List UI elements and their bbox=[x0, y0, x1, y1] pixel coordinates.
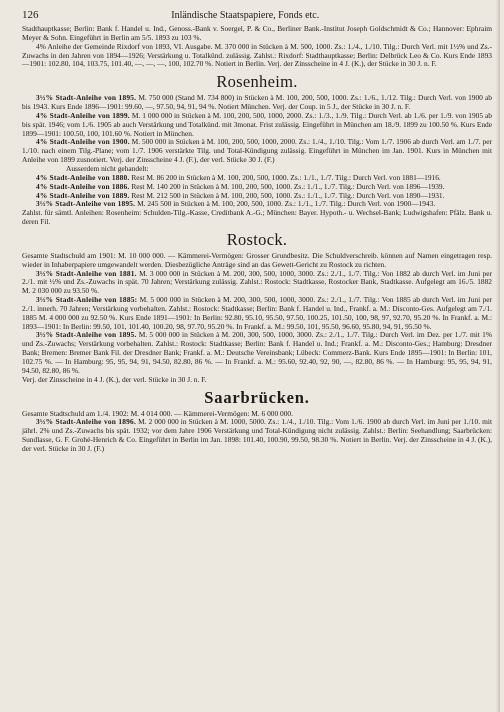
section-heading: Saarbrücken. bbox=[204, 387, 310, 407]
loan-title: 4% Stadt-Anleihe von 1899. bbox=[36, 110, 130, 120]
loan-title: 4% Stadt-Anleihe von 1880. bbox=[36, 172, 130, 182]
paragraph-text: M. 1 000 000 in Stücken à M. 100, 200, 500, 1000, 2000. Zs.: 1./3., 1./9. Tilg.: Durch Verl. ab 1./6. per 1./9. von 1905 ab bis spät. 1946; vom 1./6. 1905 ab auch Verstärkung und Totalkünd. mit 3monat. Frist zulässig. Eingeführt in München am 18./9. 1899 zu 100.50 %. Kurs Ende 1899—1901: 100.50, 100, 101.60 %. Notiert in München. bbox=[22, 110, 492, 138]
intro-block bbox=[22, 25, 492, 69]
section-0 bbox=[22, 73, 492, 227]
running-title: Inländische Staatspapiere, Fonds etc. bbox=[171, 10, 320, 21]
paragraph-text: M. 2 000 000 in Stücken à M. 1000, 5000. Zs.: 1./4., 1./10. Tilg.: Vom 1./6. 1900 ab durch Verl. im Juni per 1./10. mit jährl. 2% und Zs.-Zuwachs bis spät. 1932; vor dem Jahre 1906 Verstärkung und Total-Kündigung nicht zulässig. Zahlst.: Berlin: Seehandlung; Saarbrücken: Sundlasse, G. F. Grohé-Henrich & Co. Eingeführt in Berlin im Jan. 1898: 101.40, 100.90, 99.50, 98.30 %. Notiert in Berlin. Verj. der Zinsscheine in 4 J. (K.), der verl. Stücke in 30 J. (F.) bbox=[22, 417, 492, 453]
loan-entry bbox=[22, 331, 492, 375]
loan-title: 3½% Stadt-Anleihe von 1896. bbox=[36, 417, 136, 427]
page-edge-shadow bbox=[496, 0, 500, 712]
paragraph-text: M. 245 500 in Stücken à M. 100, 200, 500, 1000. Zs.: 1./1., 1./7. Tilg.: Durch Verl. von 1900—1943. bbox=[135, 199, 436, 209]
section-1 bbox=[22, 231, 492, 385]
paragraph-text: Ausserdem nicht gehandelt: bbox=[66, 163, 149, 173]
loan-entry bbox=[22, 112, 492, 139]
paragraph-text: Rest M. 86 200 in Stücken à M. 100, 200, 500, 1000. Zs.: 1./1., 1./7. Tilg.: Durch Verl. von 1881—1916. bbox=[129, 172, 441, 182]
loan-title: 3½% Stadt-Anleihe von 1895. bbox=[36, 330, 137, 340]
paragraph bbox=[22, 376, 492, 385]
paragraph-text: Rest M. 140 200 in Stücken à M. 100, 200, 500, 1000. Zs.: 1./1., 1./7. Tilg.: Durch Verl. von 1896—1939. bbox=[129, 181, 445, 191]
loan-title: 3½% Stadt-Anleihe von 1885: bbox=[36, 295, 138, 305]
paragraph bbox=[22, 209, 492, 227]
loan-entry bbox=[22, 418, 492, 453]
paragraph-text: Verj. der Zinsscheine in 4 J. (K.), der verl. Stücke in 30 J. n. F. bbox=[22, 374, 207, 384]
loan-entry bbox=[22, 296, 492, 331]
loan-entry bbox=[22, 138, 492, 165]
sections bbox=[22, 73, 492, 454]
paragraph-text: M. 500 000 in Stücken à M. 100, 200, 500, 1000, 2000. Zs.: 1./4., 1./10. Tilg.: Vom 1./7. 1906 ab durch Verl. am 1./7. per 1./10. nach einem Tilg.-Plane; vom 1./7. 1906 verstärkte Tilg. und Total-Kündigung zulässig. Eingeführt in München im Jan. 1901. Kurs in München mit Anleihe von 1899 zusnotiert. Verj. der Zinsscheine 4 J. (F.), der verl. Stücke 30 J. (F.) bbox=[22, 137, 492, 165]
loan-entry bbox=[22, 270, 492, 297]
paragraph-text: Zahlst. für sämtl. Anleihen: Rosenheim: Schulden-Tilg.-Kasse, Creditbank A.-G.; München: Bayer. Hypoth.- u. Wechsel-Bank; Ludwigshafen: Pfälz. Bank u. deren Fil. bbox=[22, 208, 492, 227]
loan-entry bbox=[22, 94, 492, 112]
paragraph-text: M. 750 000 (Stand M. 734 800) in Stücken à M. 100, 200, 500, 1000. Zs.: 1./6., 1./12. Tilg.: Durch Verl. von 1900 ab bis 1943. Kurs Ende 1896—1901: 99.60, —, 97.50, 94, 91, 94 %. Notiert München. Verj. der Coup. in 5 J., der Stücke in 30 J. n. F. bbox=[22, 93, 493, 112]
section-heading: Rostock. bbox=[226, 229, 288, 249]
running-head bbox=[22, 9, 492, 21]
intro-paragraph: Stadthauptkasse; Berlin: Bank f. Handel u. Ind., Genoss.-Bank v. Soergel, P. & Co., Berliner Bank.-Institut Joseph Goldschmidt & Co.; Hannover: Ephraim Meyer & Sohn. Eingeführt in Berlin am 5/5. 1893 zu 103 %. bbox=[22, 24, 492, 42]
loan-title: 3½% Stadt-Anleihe von 1895. bbox=[36, 93, 137, 103]
loan-title: 3½% Stadt-Anleihe von 1895. bbox=[36, 199, 136, 209]
page-number: 126 bbox=[22, 9, 39, 21]
loan-title: 4% Stadt-Anleihe von 1889. bbox=[36, 190, 130, 200]
paragraph-text: M. 3 000 000 in Stücken à M. 200, 300, 500, 1000, 3000. Zs.: 2./1., 1./7. Tilg.: Von 1882 ab durch Verl. im Juni per 2./1. mit ½% und Zs.-Zuwachs in spät. 70 Jahren; Verstärkung zulässig. Zahlst.: Rostock: Stadtkasse, Rostocker Bank, Stadtkasse. Aufgelegt am 16./5. 1882 M. 2 030 000 zu 93.50 %. bbox=[22, 268, 492, 296]
loan-title: 4% Stadt-Anleihe von 1886. bbox=[36, 181, 130, 191]
paragraph-text: M. 5 000 000 in Stücken à M. 200, 300, 500, 1000, 3000. Zs.: 2./1., 1./7. Tilg.: Durch Verl. im Dez. per 1./7. mit 1% und Zs.-Zuwachs; Verstärkung vorbehalten. Zahlst.: Rostock: Stadtkasse; Berlin: Bank f. Handel u. Ind.; Frankf. a. M.: Disconto-Ges.; Hamburg: Dresdner Bank; Bremen: Bremer Bank Fil. der Dresdner Bank; Frankf. a. M.: Deutsche Vereinsbank; Lübeck: Commerz-Bank. Kurs Ende 1895—1901: In Berlin: 101, 102.75 %. — In Hamburg: 95, 95, 94, 91, 94.50, 82.80, 86 %. — In Frankf. a. M.: 95.60, 92.40, 92, 90, —, 82.80, 86 %. — In Hamburg: 95, 95, 94, 91, 94.50, 82.80, 86 %. bbox=[22, 330, 492, 375]
paragraph-text: Rest M. 212 500 in Stücken à M. 100, 200, 500, 1000. Zs.: 1./1., 1./7. Tilg.: Durch Verl. von 1890—1931. bbox=[129, 190, 445, 200]
loan-title: 3½% Stadt-Anleihe von 1881. bbox=[36, 268, 137, 278]
section-heading: Rosenheim. bbox=[216, 72, 298, 92]
section-2 bbox=[22, 389, 492, 454]
paragraph-text: Gesamte Stadtschuld am 1901: M. 10 000 000. — Kämmerei-Vermögen: Grosser Grundbesitz. Die Schuldverschreib. können auf Namen eingetragen resp. wieder in Inhaberpapiere umgewandelt werden. Diesbezügliche Anträge sind an das Gewett-Gericht zu Rostock zu richten. bbox=[22, 250, 492, 269]
intro-paragraph: 4% Anleihe der Gemeinde Rixdorf von 1893, VI. Ausgabe. M. 370 000 in Stücken à M. 500, 1000. Zs.: 1./4., 1./10. Tilg.: Durch Verl. mit 1½% und Zs.-Zuwachs in den Jahren von 1894—1926; Verstärkung u. Totalkünd. zulässig. Zahlst.: Rixdorf: Stadthauptkasse; Berlin: Delbrück Leo & Co. Kurs Ende 1893—1901: 102.80, 104, 103.75, 101.40, —, —, —, 100, 102.70 %. Notiert in Berlin. Verj. der Zinsscheine in 4 J. (K.), der Stücke in 30 J. n. F. bbox=[22, 41, 492, 69]
paragraph bbox=[22, 252, 492, 270]
paragraph-text: M. 5 000 000 in Stücken à M. 200, 300, 500, 1000, 3000. Zs.: 2./1., 1./7. Tilg.: Von 1885 ab durch Verl. im Juni per 2./1. innerh. 70 Jahren; Verstärkung vorbehalten. Zahlst.: Rostock: Stadtkasse; Berlin: Bank f. Handel u. Ind., Frankf. a. M.: Disconto-Ges. Aufgelegt am 7./1. 1885 M. 4 000 000 zu 92.50 %. Kurs Ende 1891—1901: In Berlin: 92.80, 95.10, 95.50, 97.50, 100.25, 101.50, 100, 98, 97, 92.70, 95.20 %. In Frankf. a. M.: 1893—1901: In Berlin: 99.50, 101, 101.40, 100.20, 98, 97.70, 95.20 %. In Frankf. a. M.: 99.50, 101, 95.50, 96.60, 95.80, 94, 91, 95.50 %. bbox=[22, 295, 492, 331]
paragraph-text: Gesamte Stadtschuld am 1./4. 1902: M. 4 014 000. — Kämmerei-Vermögen: M. 6 000 000. bbox=[22, 408, 293, 418]
loan-title: 4% Stadt-Anleihe von 1900. bbox=[36, 137, 130, 147]
